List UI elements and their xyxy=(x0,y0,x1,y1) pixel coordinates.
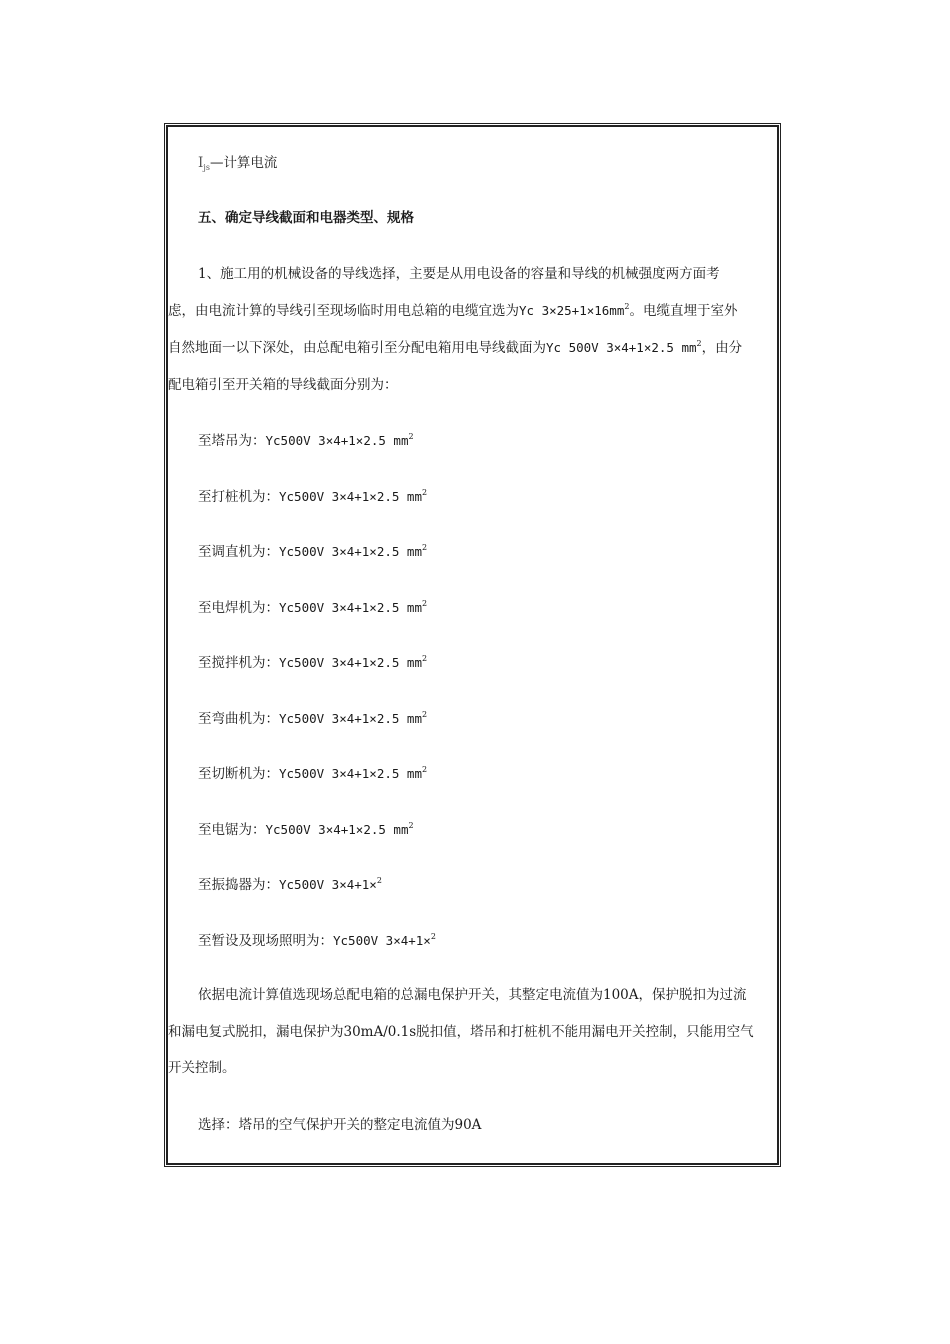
cable-spec-sup: 2 xyxy=(422,765,428,774)
cable-spec-label: 至暂设及现场照明为： xyxy=(198,932,333,949)
distribution-cable-sup: 2 xyxy=(696,339,702,348)
para1-line2-text: 虑，由电流计算的导线引至现场临时用电总箱的电缆宜选为 xyxy=(168,303,519,319)
distribution-cable-spec: Yc 500V 3×4+1×2.5 mm xyxy=(546,340,697,355)
para2-line3: 开关控制。 xyxy=(168,1060,236,1076)
cable-spec-sup: 2 xyxy=(422,543,428,552)
cable-spec-sup: 2 xyxy=(408,432,414,441)
cable-spec-value: Yc500V 3×4+1×2.5 mm xyxy=(279,710,422,726)
cable-spec-label: 至振捣器为： xyxy=(198,877,279,893)
cable-spec-sup: 2 xyxy=(430,931,436,941)
cable-spec-item xyxy=(198,876,382,894)
current-subscript: js xyxy=(203,163,210,172)
cable-spec-sup: 2 xyxy=(376,876,382,885)
main-cable-sup: 2 xyxy=(624,302,630,311)
para2-line2: 和漏电复式脱扣，漏电保护为30mA/0.1s脱扣值，塔吊和打桩机不能用漏电开关控制，只能用空气 xyxy=(168,1024,754,1040)
cable-spec-sup: 2 xyxy=(422,598,428,608)
cable-spec-sup: 2 xyxy=(422,487,428,497)
para1-line3 xyxy=(168,339,742,357)
cable-spec-label: 至电锯为： xyxy=(198,821,266,838)
document-content xyxy=(168,127,777,1163)
para1-line2 xyxy=(168,302,737,320)
cable-spec-label: 至切断机为： xyxy=(198,766,279,782)
cable-spec-item xyxy=(198,543,427,561)
cable-spec-label: 至打桩机为： xyxy=(198,488,279,505)
cable-spec-item xyxy=(198,821,414,839)
cable-spec-sup: 2 xyxy=(408,820,414,830)
cable-spec-value: Yc500V 3×4+1× xyxy=(279,877,377,892)
cable-spec-item xyxy=(198,765,427,783)
cable-spec-value: Yc500V 3×4+1×2.5 mm xyxy=(279,599,422,615)
header-text: —计算电流 xyxy=(209,155,278,171)
para2-line1: 依据电流计算值选现场总配电箱的总漏电保护开关，其整定电流值为100A，保护脱扣为过流 xyxy=(198,987,747,1003)
cable-spec-sup: 2 xyxy=(422,654,428,663)
cable-spec-item xyxy=(198,488,427,506)
para1-line1: 1、施工用的机械设备的导线选择，主要是从用电设备的容量和导线的机械强度两方面考 xyxy=(198,266,720,282)
main-cable-spec: Yc 3×25+1×16mm xyxy=(519,303,625,318)
cable-spec-value: Yc500V 3×4+1×2.5 mm xyxy=(279,655,422,670)
cable-spec-item xyxy=(198,599,427,617)
current-symbol: I xyxy=(198,155,204,171)
section-title: 五、确定导线截面和电器类型、规格 xyxy=(198,210,414,226)
cable-spec-value: Yc500V 3×4+1×2.5 mm xyxy=(265,433,409,448)
cable-spec-label: 至弯曲机为： xyxy=(198,710,279,727)
cable-spec-label: 至电焊机为： xyxy=(198,599,279,616)
para1-line3-text: 自然地面一以下深处，由总配电箱引至分配电箱用电导线截面为 xyxy=(168,340,546,356)
cable-spec-item xyxy=(198,654,427,672)
cable-spec-label: 至调直机为： xyxy=(198,544,279,560)
cable-spec-value: Yc500V 3×4+1×2.5 mm xyxy=(279,488,422,504)
para3: 选择：塔吊的空气保护开关的整定电流值为90A xyxy=(198,1117,482,1133)
cable-spec-value: Yc500V 3×4+1×2.5 mm xyxy=(265,821,409,837)
para1-line2-tail: 。电缆直埋于室外 xyxy=(629,303,738,319)
cable-spec-value: Yc500V 3×4+1×2.5 mm xyxy=(279,766,422,781)
cable-spec-label: 至塔吊为： xyxy=(198,433,266,449)
para1-line4: 配电箱引至开关箱的导线截面分别为： xyxy=(168,377,398,393)
cable-spec-label: 至搅拌机为： xyxy=(198,655,279,671)
cable-spec-item xyxy=(198,932,436,950)
cable-spec-sup: 2 xyxy=(422,709,428,719)
cable-spec-item xyxy=(198,432,414,450)
cable-spec-value: Yc500V 3×4+1×2.5 mm xyxy=(279,544,422,559)
document-frame xyxy=(166,125,779,1165)
header-line xyxy=(198,154,277,172)
cable-spec-item xyxy=(198,710,427,728)
cable-spec-value: Yc500V 3×4+1× xyxy=(333,932,431,948)
para1-line3-tail: ，由分 xyxy=(701,340,743,356)
